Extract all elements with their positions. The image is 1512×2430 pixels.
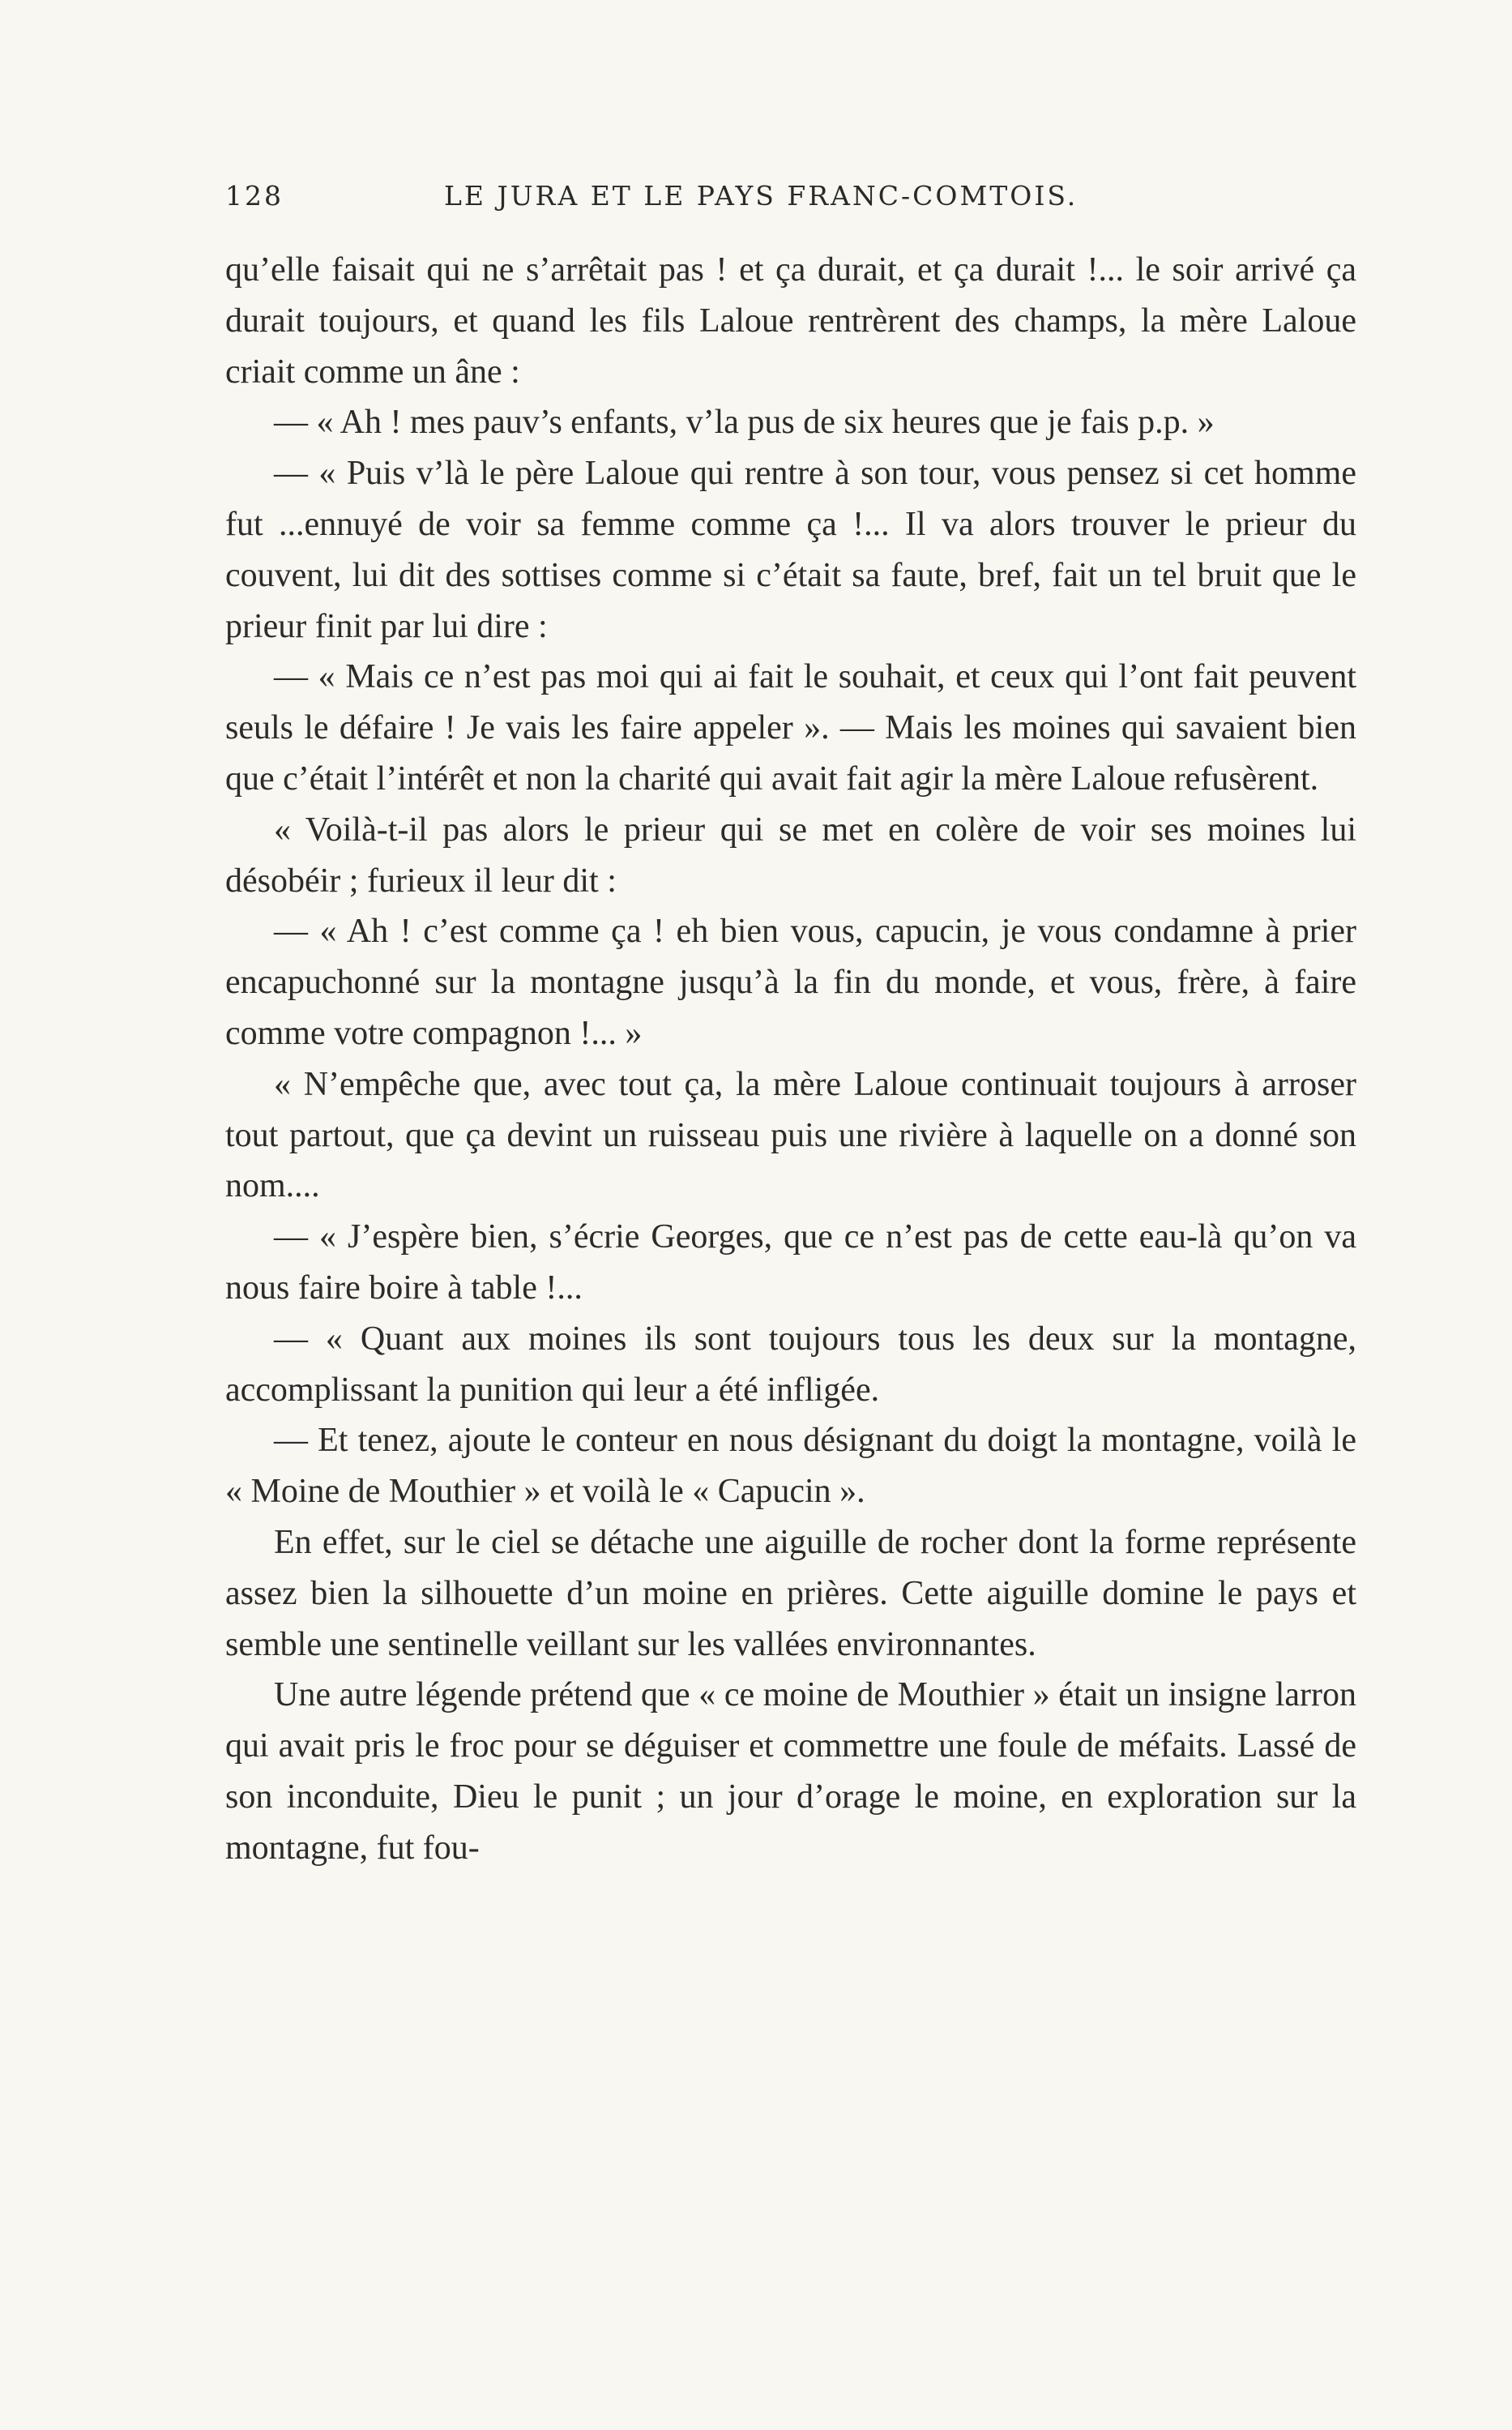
- paragraph: qu’elle faisait qui ne s’arrêtait pas ! et ça durait, et ça durait !... le soir arrivé ça durait toujours, et quand les fils Laloue rentrèrent des champs, la mère Laloue criait comme un âne :: [225, 251, 1356, 391]
- paragraph: — « Puis v’là le père Laloue qui rentre à son tour, vous pensez si cet homme fut ...ennuyé de voir sa femme comme ça !... Il va alors trouver le prieur du couvent, lui dit des sottises comme si c’était sa faute, bref, fait un tel bruit que le prieur finit par lui dire :: [225, 455, 1356, 645]
- paragraph: En effet, sur le ciel se détache une aiguille de rocher dont la forme représente assez bien la silhouette d’un moine en prières. Cette aiguille domine le pays et semble une sentinelle veillant sur les vallées environnantes.: [225, 1523, 1356, 1663]
- paragraph: « Voilà-t-il pas alors le prieur qui se met en colère de voir ses moines lui désobéir ; furieux il leur dit :: [225, 811, 1356, 900]
- paragraph: « N’empêche que, avec tout ça, la mère Laloue continuait toujours à arroser tout partout, que ça devint un ruisseau puis une rivière à laquelle on a donné son nom....: [225, 1065, 1356, 1205]
- running-title: LE JURA ET LE PAYS FRANC-COMTOIS.: [444, 180, 1078, 212]
- page-number: 128: [225, 180, 284, 212]
- page-header: [225, 180, 1360, 220]
- paragraph: — « Ah ! c’est comme ça ! eh bien vous, capucin, je vous condamne à prier encapuchonné sur la montagne jusqu’à la fin du monde, et vous, frère, à faire comme votre compagnon !... »: [225, 913, 1356, 1052]
- paragraph: — « Mais ce n’est pas moi qui ai fait le souhait, et ceux qui l’ont fait peuvent seuls le défaire ! Je vais les faire appeler ». — Mais les moines qui savaient bien que c’était l’intérêt et non la charité qui avait fait agir la mère Laloue refusèrent.: [225, 658, 1356, 798]
- paragraph: Une autre légende prétend que « ce moine de Mouthier » était un insigne larron qui avait pris le froc pour se déguiser et commettre une foule de méfaits. Lassé de son inconduite, Dieu le punit ; un jour d’orage le moine, en exploration sur la montagne, fut fou-: [225, 1676, 1356, 1867]
- paragraph: — Et tenez, ajoute le conteur en nous désignant du doigt la montagne, voilà le « Moine de Mouthier » et voilà le « Capucin ».: [225, 1422, 1356, 1511]
- paragraph: — « J’espère bien, s’écrie Georges, que ce n’est pas de cette eau-là qu’on va nous faire boire à table !...: [225, 1218, 1356, 1307]
- paragraph: — « Ah ! mes pauv’s enfants, v’la pus de six heures que je fais p.p. »: [274, 404, 1215, 442]
- paragraph: — « Quant aux moines ils sont toujours tous les deux sur la montagne, accomplissant la punition qui leur a été infligée.: [225, 1320, 1356, 1409]
- body-text: [225, 245, 1356, 1874]
